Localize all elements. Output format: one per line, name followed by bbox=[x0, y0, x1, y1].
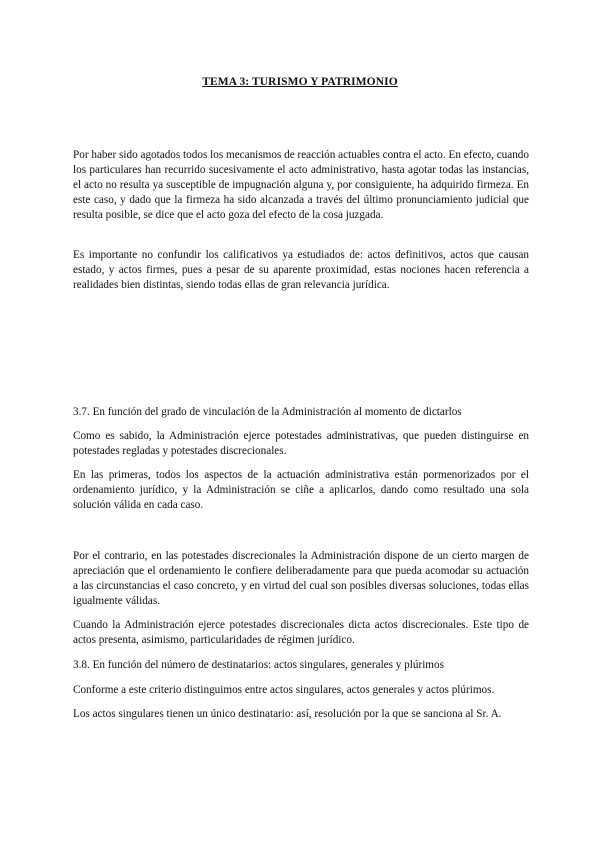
paragraph-criterio-destinatarios: Conforme a este criterio distinguimos entre actos singulares, actos generales y actos plúrimos. bbox=[73, 684, 495, 696]
paragraph-actos-singulares: Los actos singulares tienen un único destinatario: así, resolución por la que se sanciona al Sr. A. bbox=[73, 708, 502, 720]
paragraph-potestades-regladas: En las primeras, todos los aspectos de la actuación administrativa están pormenorizados por el ordenamiento jurídico, y la Administración se ciñe a aplicarlos, dando como resultado una sola solución válida en cada caso. bbox=[73, 469, 529, 511]
section-heading-3-7: 3.7. En función del grado de vinculación de la Administración al momento de dictarlos bbox=[73, 406, 462, 418]
paragraph-calificativos: Es importante no confundir los calificativos ya estudiados de: actos definitivos, actos que causan estado, y actos firmes, pues a pesar de su aparente proximidad, estas nociones hacen referencia a realidades bien distintas, siendo todas ellas de gran relevancia jurídica. bbox=[73, 249, 529, 291]
paragraph-potestades-discrecionales: Por el contrario, en las potestades discrecionales la Administración dispone de un cierto margen de apreciación que el ordenamiento le confiere deliberadamente para que pueda acomodar su actuación a las circunstancias el caso concreto, y en virtud del cual son posibles diversas soluciones, todas ellas igualmente válidas. bbox=[73, 550, 529, 607]
section-heading-3-8: 3.8. En función del número de destinatarios: actos singulares, generales y plúrimos bbox=[73, 659, 444, 671]
paragraph-potestades: Como es sabido, la Administración ejerce potestades administrativas, que pueden distinguirse en potestades regladas y potestades discrecionales. bbox=[73, 430, 529, 457]
document-title: TEMA 3: TURISMO Y PATRIMONIO bbox=[202, 76, 398, 88]
paragraph-cosa-juzgada: Por haber sido agotados todos los mecanismos de reacción actuables contra el acto. En efecto, cuando los particulares han recurrido sucesivamente el acto administrativo, hasta agotar todas las instancias, el acto no resulta ya susceptible de impugnación alguna y, por consiguiente, ha adquirido firmeza. En este caso, y dado que la firmeza ha sido alcanzada a través del último pronunciamiento judicial que resulta posible, se dice que el acto goza del efecto de la cosa juzgada. bbox=[73, 149, 529, 221]
paragraph-actos-discrecionales: Cuando la Administración ejerce potestades discrecionales dicta actos discrecionales. Este tipo de actos presenta, asimismo, particularidades de régimen jurídico. bbox=[73, 619, 529, 646]
